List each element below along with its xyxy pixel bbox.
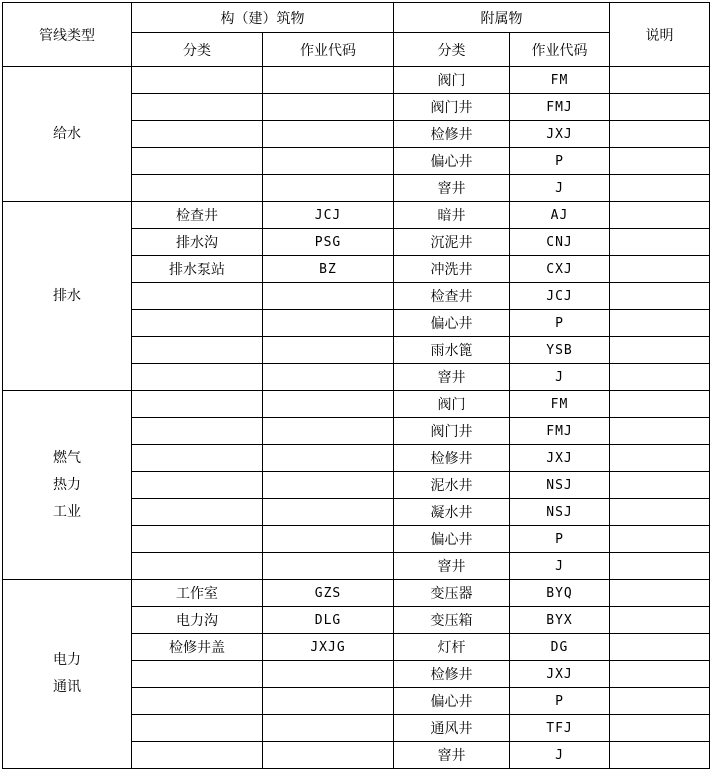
attachment-category-cell: 阀门井 — [394, 418, 510, 445]
header-attachment-code: 作业代码 — [510, 33, 610, 67]
attachment-code-cell: TFJ — [510, 715, 610, 742]
note-cell — [610, 418, 710, 445]
note-cell — [610, 229, 710, 256]
note-cell — [610, 607, 710, 634]
structure-category-cell — [132, 310, 263, 337]
structure-category-cell — [132, 742, 263, 769]
attachment-category-cell: 通风井 — [394, 715, 510, 742]
note-cell — [610, 175, 710, 202]
structure-category-cell — [132, 337, 263, 364]
attachment-category-cell: 阀门 — [394, 391, 510, 418]
structure-code-cell: BZ — [263, 256, 394, 283]
pipeline-type-cell — [3, 67, 132, 202]
header-attachment: 附属物 — [394, 3, 610, 33]
note-cell — [610, 580, 710, 607]
attachment-code-cell: JXJ — [510, 661, 610, 688]
structure-code-cell — [263, 553, 394, 580]
table-row — [3, 202, 710, 229]
attachment-category-cell: 检修井 — [394, 445, 510, 472]
attachment-category-cell: 偏心井 — [394, 688, 510, 715]
structure-category-cell — [132, 472, 263, 499]
attachment-category-cell: 泥水井 — [394, 472, 510, 499]
structure-code-cell — [263, 121, 394, 148]
attachment-category-cell: 窨井 — [394, 742, 510, 769]
attachment-category-cell: 偏心井 — [394, 526, 510, 553]
attachment-category-cell: 窨井 — [394, 364, 510, 391]
attachment-code-cell: FM — [510, 67, 610, 94]
structure-category-cell — [132, 148, 263, 175]
structure-category-cell — [132, 715, 263, 742]
structure-category-cell — [132, 94, 263, 121]
structure-category-cell — [132, 67, 263, 94]
attachment-code-cell: AJ — [510, 202, 610, 229]
attachment-category-cell: 变压器 — [394, 580, 510, 607]
structure-code-cell — [263, 526, 394, 553]
pipeline-type-label: 通讯 — [53, 679, 81, 695]
header-structure: 构（建）筑物 — [132, 3, 394, 33]
structure-category-cell: 工作室 — [132, 580, 263, 607]
attachment-category-cell: 检修井 — [394, 661, 510, 688]
attachment-code-cell: FMJ — [510, 418, 610, 445]
note-cell — [610, 337, 710, 364]
structure-category-cell — [132, 661, 263, 688]
attachment-category-cell: 窨井 — [394, 553, 510, 580]
attachment-category-cell: 窨井 — [394, 175, 510, 202]
note-cell — [610, 121, 710, 148]
pipeline-type-label: 热力 — [53, 476, 81, 493]
attachment-code-cell: P — [510, 688, 610, 715]
structure-code-cell: DLG — [263, 607, 394, 634]
attachment-code-cell: J — [510, 553, 610, 580]
attachment-category-cell: 凝水井 — [394, 499, 510, 526]
note-cell — [610, 688, 710, 715]
note-cell — [610, 310, 710, 337]
pipeline-type-label: 燃气 — [53, 449, 81, 466]
note-cell — [610, 391, 710, 418]
pipeline-type-label: 工业 — [53, 503, 81, 520]
attachment-code-cell: YSB — [510, 337, 610, 364]
structure-category-cell: 排水沟 — [132, 229, 263, 256]
note-cell — [610, 742, 710, 769]
note-cell — [610, 499, 710, 526]
structure-category-cell — [132, 121, 263, 148]
attachment-category-cell: 偏心井 — [394, 148, 510, 175]
attachment-code-cell: J — [510, 175, 610, 202]
table-row — [3, 391, 710, 418]
header-structure-code: 作业代码 — [263, 33, 394, 67]
structure-code-cell — [263, 715, 394, 742]
structure-code-cell — [263, 364, 394, 391]
note-cell — [610, 472, 710, 499]
structure-category-cell — [132, 391, 263, 418]
structure-code-cell — [263, 472, 394, 499]
attachment-code-cell: FMJ — [510, 94, 610, 121]
structure-code-cell — [263, 661, 394, 688]
attachment-category-cell: 沉泥井 — [394, 229, 510, 256]
note-cell — [610, 661, 710, 688]
attachment-category-cell: 偏心井 — [394, 310, 510, 337]
header-pipeline-type: 管线类型 — [3, 3, 132, 67]
structure-code-cell: JCJ — [263, 202, 394, 229]
structure-code-cell — [263, 283, 394, 310]
note-cell — [610, 634, 710, 661]
structure-category-cell — [132, 283, 263, 310]
attachment-category-cell: 变压箱 — [394, 607, 510, 634]
attachment-code-cell: JCJ — [510, 283, 610, 310]
structure-category-cell: 电力沟 — [132, 607, 263, 634]
attachment-category-cell: 阀门井 — [394, 94, 510, 121]
structure-code-cell — [263, 391, 394, 418]
note-cell — [610, 526, 710, 553]
attachment-category-cell: 灯杆 — [394, 634, 510, 661]
structure-category-cell — [132, 499, 263, 526]
structure-code-cell — [263, 148, 394, 175]
table-body — [3, 67, 710, 769]
header-attachment-category: 分类 — [394, 33, 510, 67]
structure-code-cell — [263, 742, 394, 769]
note-cell — [610, 553, 710, 580]
structure-code-cell — [263, 310, 394, 337]
structure-category-cell: 排水泵站 — [132, 256, 263, 283]
attachment-category-cell: 雨水篦 — [394, 337, 510, 364]
structure-code-cell: JXJG — [263, 634, 394, 661]
header-note: 说明 — [610, 3, 710, 67]
note-cell — [610, 283, 710, 310]
attachment-code-cell: P — [510, 526, 610, 553]
note-cell — [610, 202, 710, 229]
pipeline-type-cell — [3, 202, 132, 391]
note-cell — [610, 94, 710, 121]
structure-code-cell — [263, 337, 394, 364]
attachment-code-cell: CNJ — [510, 229, 610, 256]
attachment-category-cell: 暗井 — [394, 202, 510, 229]
pipeline-type-cell — [3, 391, 132, 580]
attachment-code-cell: DG — [510, 634, 610, 661]
header-row-top — [3, 3, 710, 33]
structure-code-cell — [263, 67, 394, 94]
table-row — [3, 580, 710, 607]
note-cell — [610, 715, 710, 742]
attachment-code-cell: JXJ — [510, 445, 610, 472]
structure-category-cell — [132, 445, 263, 472]
pipeline-code-table — [2, 2, 710, 769]
structure-code-cell — [263, 445, 394, 472]
attachment-category-cell: 冲洗井 — [394, 256, 510, 283]
attachment-code-cell: NSJ — [510, 472, 610, 499]
structure-category-cell — [132, 364, 263, 391]
attachment-code-cell: J — [510, 364, 610, 391]
structure-category-cell: 检修井盖 — [132, 634, 263, 661]
structure-code-cell — [263, 94, 394, 121]
attachment-category-cell: 检查井 — [394, 283, 510, 310]
attachment-code-cell: FM — [510, 391, 610, 418]
attachment-code-cell: P — [510, 148, 610, 175]
note-cell — [610, 148, 710, 175]
note-cell — [610, 67, 710, 94]
structure-category-cell — [132, 418, 263, 445]
attachment-code-cell: BYX — [510, 607, 610, 634]
pipeline-type-cell — [3, 580, 132, 769]
structure-code-cell — [263, 499, 394, 526]
note-cell — [610, 256, 710, 283]
structure-category-cell — [132, 688, 263, 715]
attachment-code-cell: J — [510, 742, 610, 769]
attachment-category-cell: 检修井 — [394, 121, 510, 148]
structure-category-cell — [132, 175, 263, 202]
note-cell — [610, 364, 710, 391]
structure-code-cell: GZS — [263, 580, 394, 607]
note-cell — [610, 445, 710, 472]
structure-code-cell: PSG — [263, 229, 394, 256]
attachment-code-cell: JXJ — [510, 121, 610, 148]
structure-category-cell: 检查井 — [132, 202, 263, 229]
structure-category-cell — [132, 526, 263, 553]
pipeline-type-label: 排水 — [53, 287, 81, 304]
attachment-code-cell: NSJ — [510, 499, 610, 526]
table-row — [3, 67, 710, 94]
pipeline-type-label: 给水 — [53, 125, 81, 142]
structure-code-cell — [263, 688, 394, 715]
attachment-code-cell: BYQ — [510, 580, 610, 607]
structure-category-cell — [132, 553, 263, 580]
attachment-code-cell: P — [510, 310, 610, 337]
attachment-code-cell: CXJ — [510, 256, 610, 283]
structure-code-cell — [263, 418, 394, 445]
pipeline-type-label: 电力 — [53, 652, 81, 668]
attachment-category-cell: 阀门 — [394, 67, 510, 94]
header-structure-category: 分类 — [132, 33, 263, 67]
structure-code-cell — [263, 175, 394, 202]
